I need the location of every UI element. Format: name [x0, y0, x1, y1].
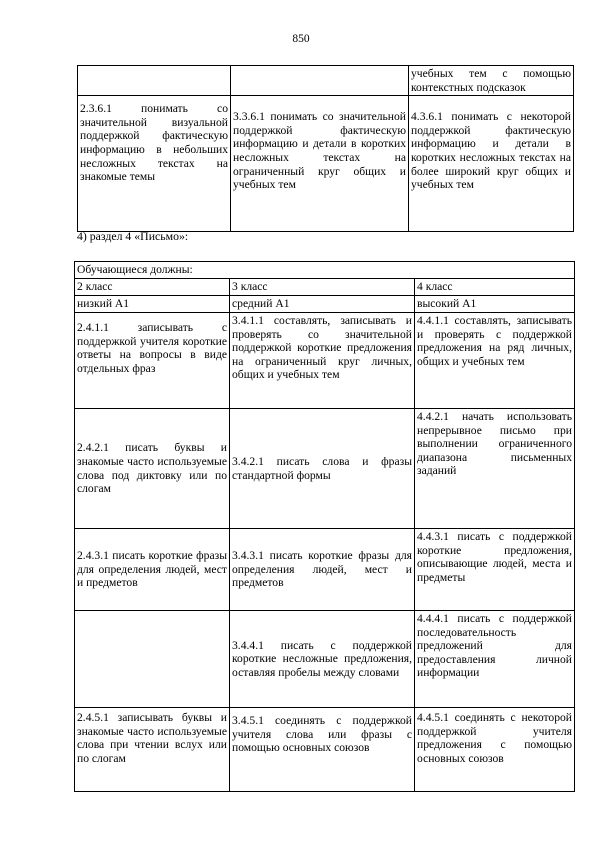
section-heading: 4) раздел 4 «Письмо»: [77, 229, 189, 243]
table-cell: 3.4.2.1 писать слова и фразы стандартной формы [230, 409, 415, 529]
table-cell: 2.4.1.1 записывать с поддержкой учителя короткие ответы на вопросы в виде отдельных фраз [75, 313, 230, 409]
table-cell: 3.4.5.1 соединять с поддержкой учителя слова или фразы с помощью основных союзов [230, 708, 415, 792]
table-cell: учебных тем с помощью контекстных подсказок [409, 66, 574, 96]
table-cell [75, 611, 230, 708]
table-row [75, 708, 575, 792]
table-row [75, 529, 575, 611]
writing-objectives-table [74, 261, 575, 792]
grades-row [75, 279, 575, 296]
table-cell: 3.4.1.1 составлять, записывать и проверять со значительной поддержкой короткие предложения на ограниченный круг личных, общих и учебных тем [230, 313, 415, 409]
grade-header: 2 класс [75, 279, 230, 296]
table-cell: 3.4.3.1 писать короткие фразы для определения людей, мест и предметов [230, 529, 415, 611]
table-cell [78, 66, 231, 96]
table-cell [231, 66, 409, 96]
table-cell: 4.4.4.1 писать с поддержкой последовательность предложений для предоставления личной информации [415, 611, 575, 708]
page-number: 850 [292, 33, 310, 45]
table-cell: 4.4.1.1 составлять, записывать и проверять с поддержкой предложения на ряд личных, общих и учебных тем [415, 313, 575, 409]
table-row [75, 313, 575, 409]
grade-header: 3 класс [230, 279, 415, 296]
table-cell: 2.4.5.1 записывать буквы и знакомые часто используемые слова при чтении вслух или по слогам [75, 708, 230, 792]
table-cell: 2.4.3.1 писать короткие фразы для определения людей, мест и предметов [75, 529, 230, 611]
reading-table-continuation [77, 65, 574, 232]
table-cell: 4.4.3.1 писать с поддержкой короткие предложения, описывающие людей, места и предметы [415, 529, 575, 611]
table-cell: 3.3.6.1 понимать со значительной поддержкой фактическую информацию и детали в коротких несложных текстах на ограниченный круг общих и учебных тем [231, 96, 409, 232]
table-row [78, 96, 574, 232]
table-cell: 2.3.6.1 понимать со значительной визуальной поддержкой фактическую информацию в небольших несложных текстах на знакомые темы [78, 96, 231, 232]
caption-row [75, 262, 575, 279]
table-row [75, 611, 575, 708]
grade-header: 4 класс [415, 279, 575, 296]
table-cell: 4.4.2.1 начать использовать непрерывное письмо при выполнении ограниченного диапазона письменных заданий [415, 409, 575, 529]
table-cell: 2.4.2.1 писать буквы и знакомые часто используемые слова под диктовку или по слогам [75, 409, 230, 529]
table-cell: 3.4.4.1 писать с поддержкой короткие несложные предложения, оставляя пробелы между словами [230, 611, 415, 708]
table-row [75, 409, 575, 529]
table-cell: 4.3.6.1 понимать с некоторой поддержкой фактическую информацию и детали в коротких несложных текстах на более широкий круг общих и учебных тем [409, 96, 574, 232]
table-row [78, 66, 574, 96]
table-cell: 4.4.5.1 соединять с некоторой поддержкой учителя предложения с помощью основных союзов [415, 708, 575, 792]
level-header: средний А1 [230, 296, 415, 313]
level-header: высокий А1 [415, 296, 575, 313]
level-header: низкий А1 [75, 296, 230, 313]
levels-row [75, 296, 575, 313]
table-caption: Обучающиеся должны: [75, 262, 575, 279]
